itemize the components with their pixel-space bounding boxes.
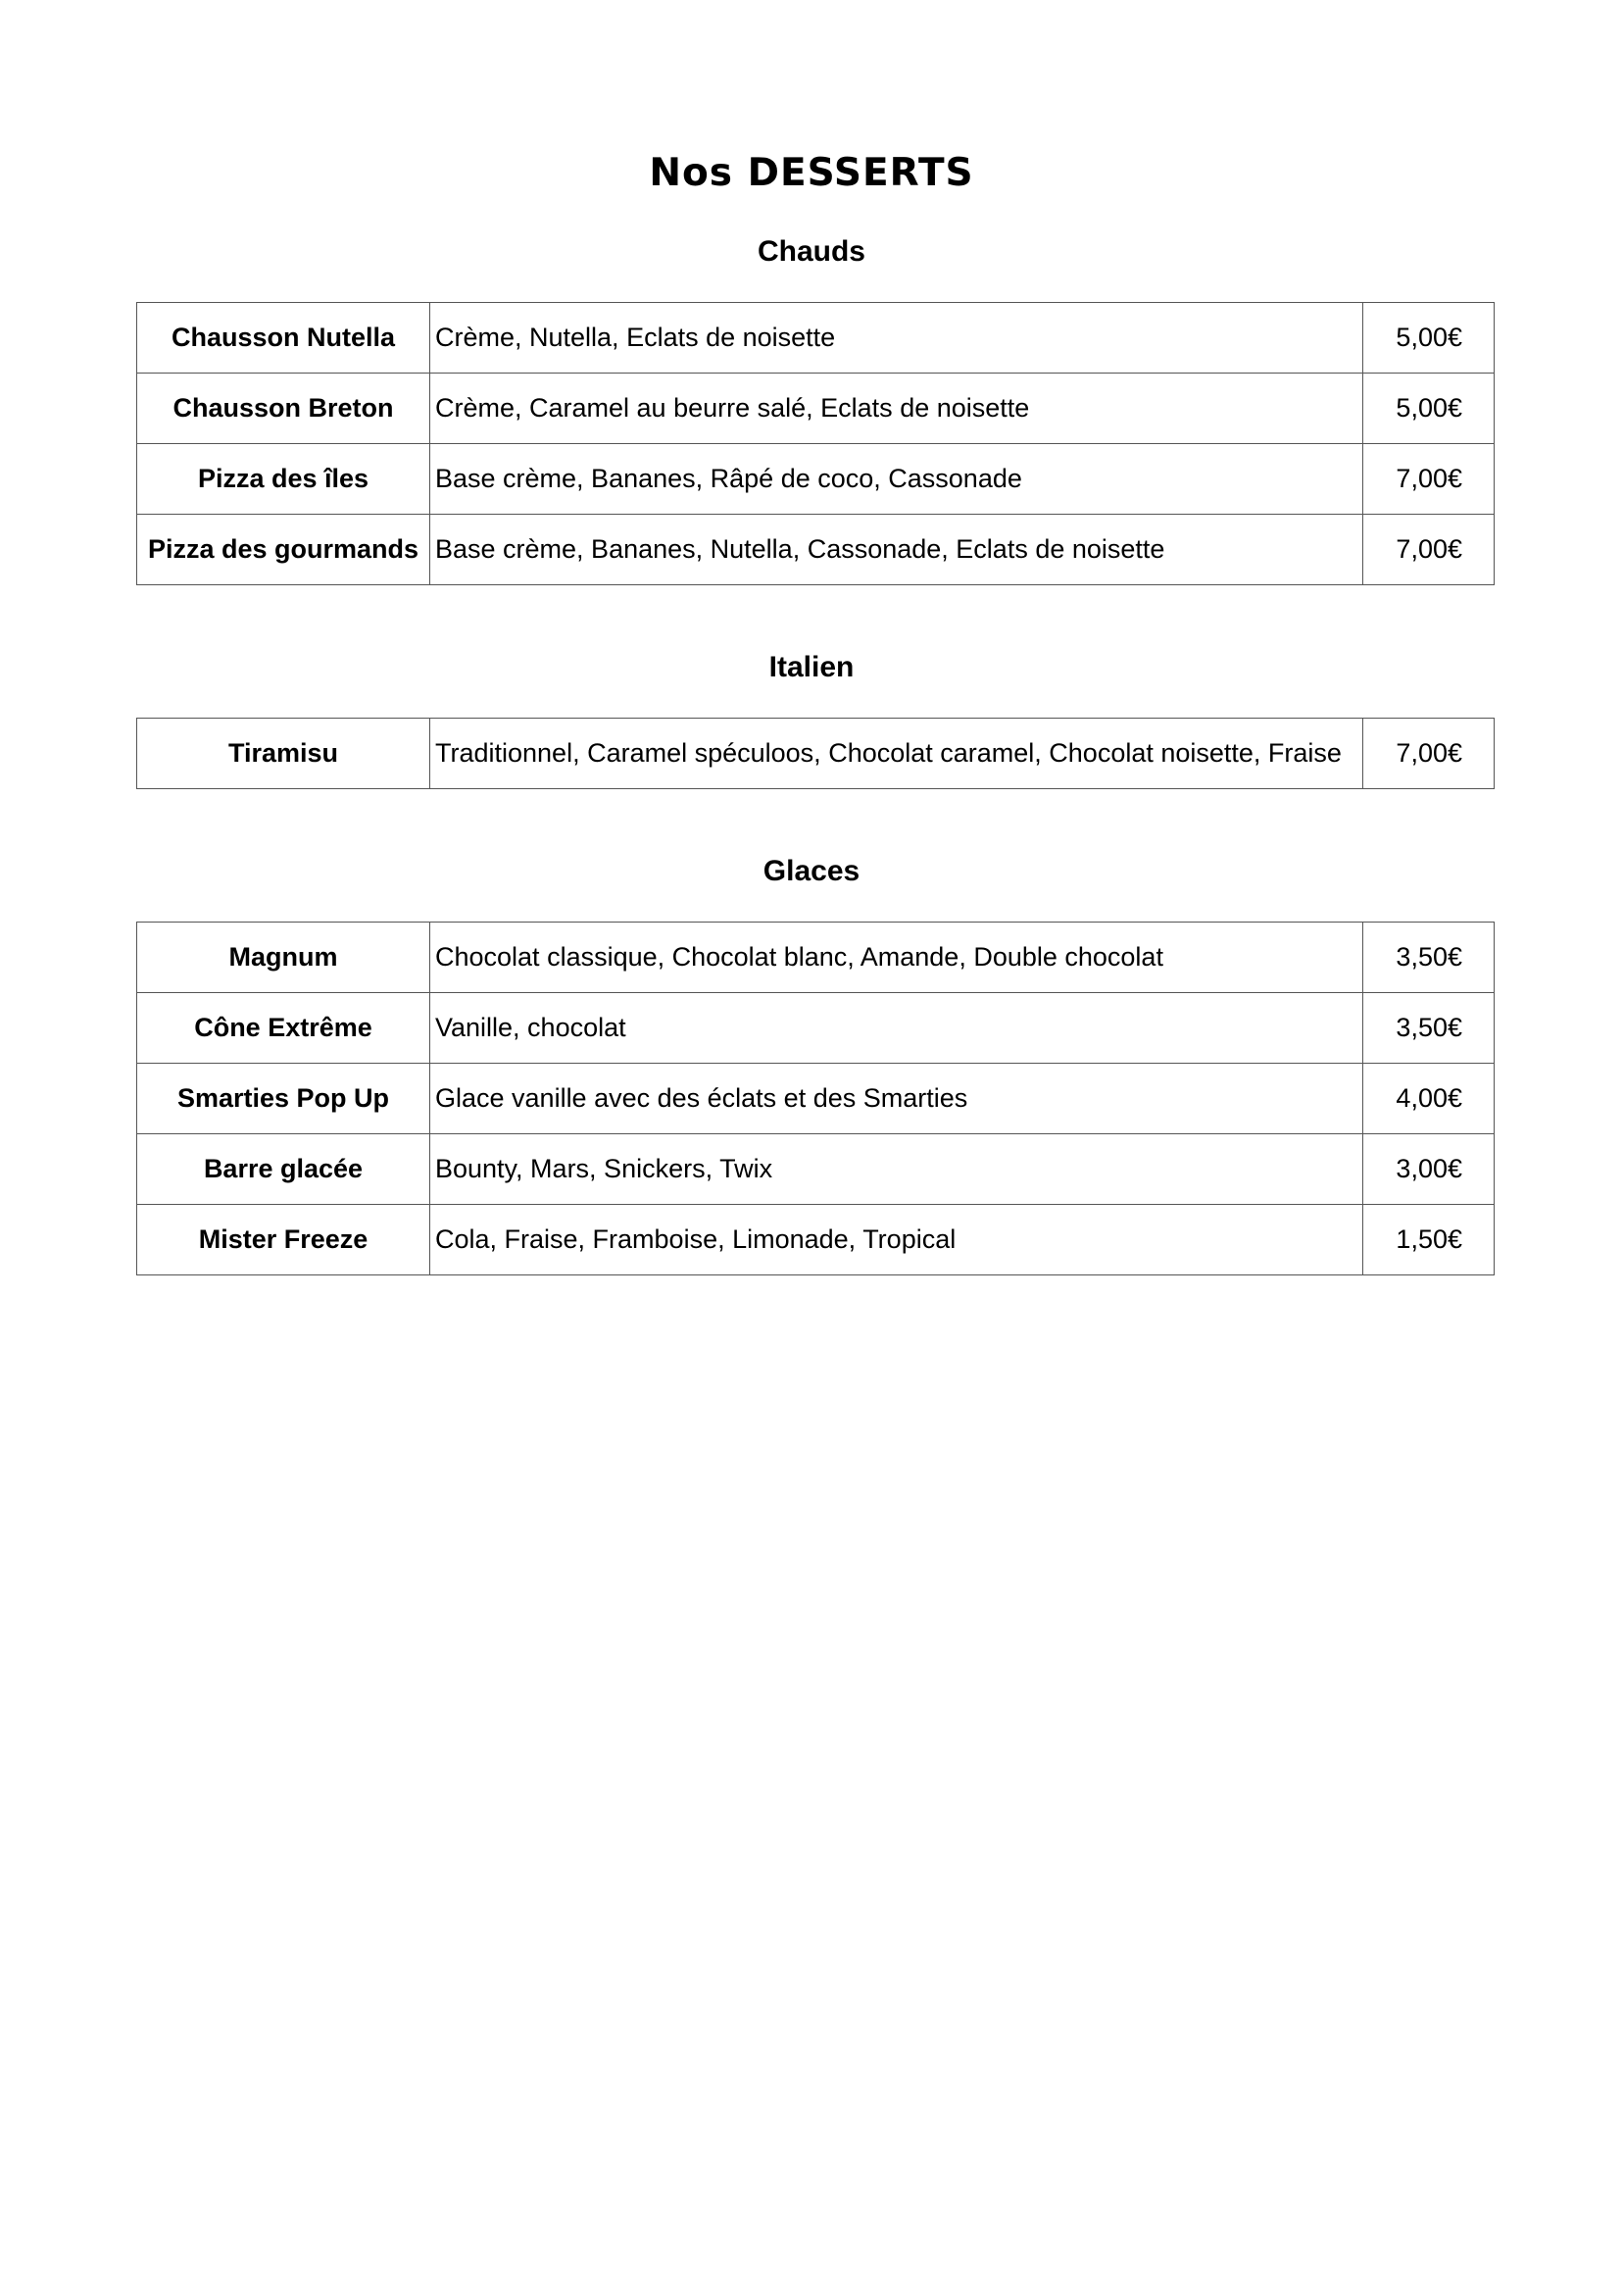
item-price: 3,00€ — [1363, 1134, 1495, 1205]
item-description: Cola, Fraise, Framboise, Limonade, Tropical — [430, 1205, 1363, 1275]
item-name: Chausson Breton — [137, 374, 430, 444]
menu-row — [137, 374, 1495, 444]
menu-row — [137, 515, 1495, 585]
item-price: 5,00€ — [1363, 374, 1495, 444]
item-name: Pizza des gourmands — [137, 515, 430, 585]
item-price: 3,50€ — [1363, 993, 1495, 1064]
item-description: Glace vanille avec des éclats et des Smarties — [430, 1064, 1363, 1134]
item-description: Vanille, chocolat — [430, 993, 1363, 1064]
item-name: Chausson Nutella — [137, 303, 430, 374]
menu-row — [137, 1064, 1495, 1134]
menu-row — [137, 719, 1495, 789]
menu-table-italien — [136, 718, 1495, 789]
item-description: Chocolat classique, Chocolat blanc, Amande, Double chocolat — [430, 923, 1363, 993]
section-title-glaces: Glaces — [762, 855, 861, 887]
item-price: 7,00€ — [1363, 515, 1495, 585]
item-price: 4,00€ — [1363, 1064, 1495, 1134]
item-name: Magnum — [137, 923, 430, 993]
item-price: 5,00€ — [1363, 303, 1495, 374]
item-name: Smarties Pop Up — [137, 1064, 430, 1134]
menu-row — [137, 303, 1495, 374]
item-description: Crème, Caramel au beurre salé, Eclats de noisette — [430, 374, 1363, 444]
menu-row — [137, 444, 1495, 515]
item-name: Pizza des îles — [137, 444, 430, 515]
section-title-italien: Italien — [768, 651, 855, 683]
menu-row — [137, 1205, 1495, 1275]
item-price: 7,00€ — [1363, 719, 1495, 789]
item-description: Crème, Nutella, Eclats de noisette — [430, 303, 1363, 374]
menu-row — [137, 1134, 1495, 1205]
item-price: 7,00€ — [1363, 444, 1495, 515]
item-description: Bounty, Mars, Snickers, Twix — [430, 1134, 1363, 1205]
menu-row — [137, 923, 1495, 993]
item-name: Barre glacée — [137, 1134, 430, 1205]
menu-table-glaces — [136, 922, 1495, 1275]
menu-table-chauds — [136, 302, 1495, 585]
item-name: Tiramisu — [137, 719, 430, 789]
item-price: 3,50€ — [1363, 923, 1495, 993]
page-title: Nos DESSERTS — [649, 151, 974, 195]
item-name: Mister Freeze — [137, 1205, 430, 1275]
item-price: 1,50€ — [1363, 1205, 1495, 1275]
menu-row — [137, 993, 1495, 1064]
item-description: Base crème, Bananes, Râpé de coco, Cassonade — [430, 444, 1363, 515]
item-name: Cône Extrême — [137, 993, 430, 1064]
item-description: Base crème, Bananes, Nutella, Cassonade, Eclats de noisette — [430, 515, 1363, 585]
item-description: Traditionnel, Caramel spéculoos, Chocolat caramel, Chocolat noisette, Fraise — [430, 719, 1363, 789]
section-title-chauds: Chauds — [757, 235, 865, 268]
